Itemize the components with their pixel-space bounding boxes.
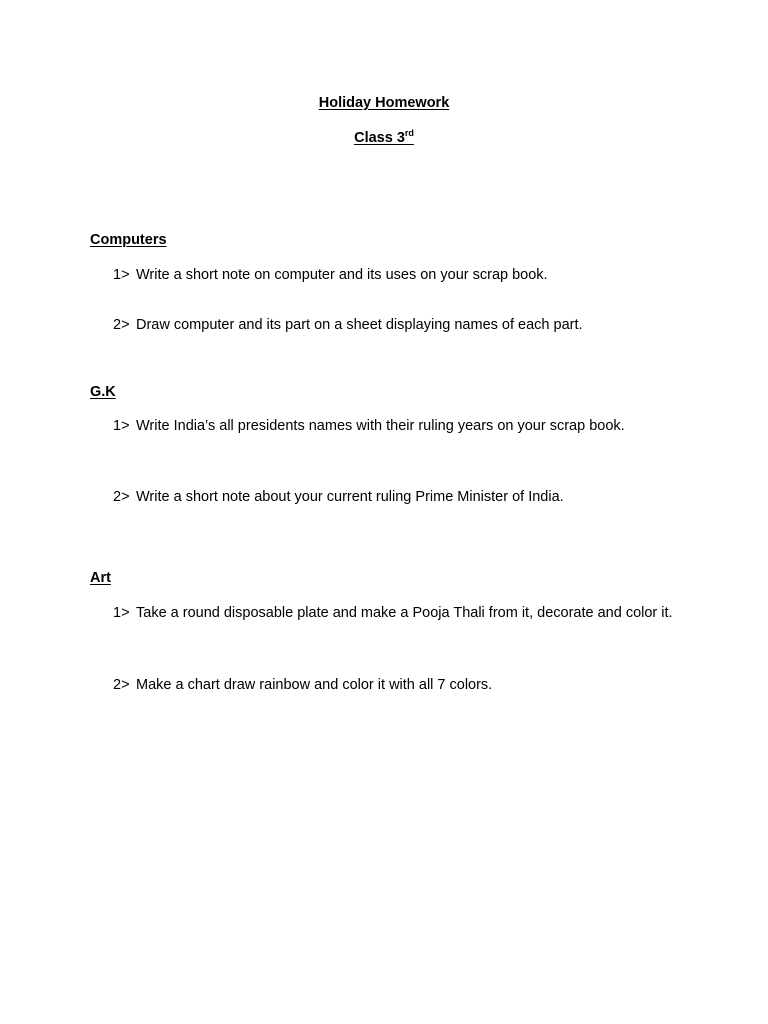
list-item — [113, 674, 693, 697]
item-text: Take a round disposable plate and make a Pooja Thali from it, decorate and color it. — [136, 605, 673, 621]
class-ordinal-suffix: rd — [404, 128, 414, 138]
section-heading-computers: Computers — [90, 232, 167, 248]
item-number: 1> — [113, 267, 130, 283]
item-number: 2> — [113, 317, 130, 333]
item-number: 2> — [113, 677, 130, 693]
item-text: Write a short note about your current ruling Prime Minister of India. — [136, 489, 564, 505]
document-title — [0, 95, 768, 111]
item-text: Write a short note on computer and its uses on your scrap book. — [136, 267, 548, 283]
list-item — [113, 602, 693, 625]
section-heading-art: Art — [90, 570, 111, 586]
list-item — [113, 486, 693, 509]
document-subtitle — [0, 130, 768, 146]
item-number: 1> — [113, 605, 130, 621]
item-number: 1> — [113, 418, 130, 434]
section-heading-gk: G.K — [90, 384, 116, 400]
list-item — [113, 314, 693, 337]
item-text: Write India’s all presidents names with their ruling years on your scrap book. — [136, 418, 625, 434]
class-label: Class 3 — [354, 130, 405, 146]
document-title-text: Holiday Homework — [318, 95, 450, 111]
item-number: 2> — [113, 489, 130, 505]
list-item — [113, 264, 693, 287]
list-item — [113, 415, 693, 438]
item-text: Draw computer and its part on a sheet displaying names of each part. — [136, 317, 583, 333]
item-text: Make a chart draw rainbow and color it with all 7 colors. — [136, 677, 493, 693]
document-subtitle-text — [354, 130, 414, 146]
